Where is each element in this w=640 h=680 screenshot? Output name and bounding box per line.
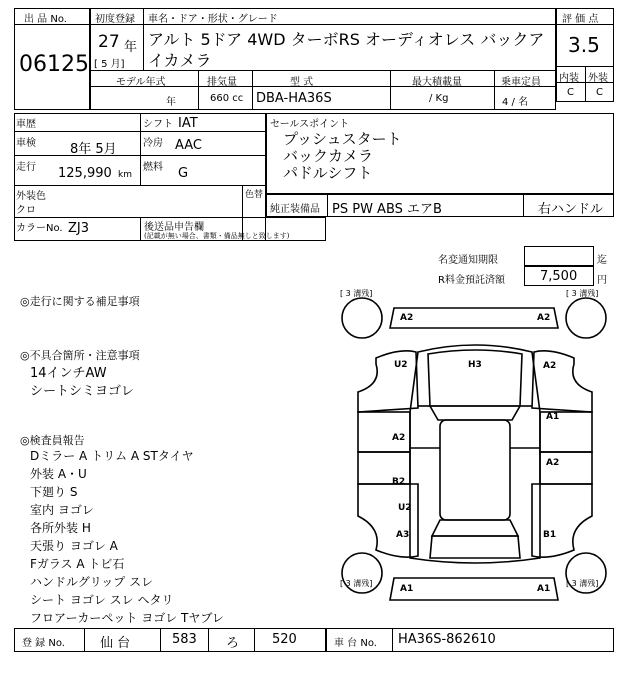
mark-quarter-rear-left: U2 <box>398 503 412 513</box>
type-label: 型 式 <box>290 77 314 88</box>
steering-value: 右ハンドル <box>538 202 604 217</box>
first-registration-label: 初度登録 <box>95 14 135 25</box>
mark-fender-front-left: U2 <box>394 360 408 370</box>
equipment-label: 純正装備品 <box>270 204 320 215</box>
tire-front-left <box>342 298 382 338</box>
score-value: 3.5 <box>568 33 600 57</box>
mark-front-bumper-left: A2 <box>400 313 414 323</box>
registration-area: 仙 台 <box>100 636 131 651</box>
color-change-label: 色替 <box>245 190 264 200</box>
max-load-value: / Kg <box>429 93 449 104</box>
mark-fender-front-right: A2 <box>543 361 557 371</box>
first-registration-year-unit: 年 <box>124 40 138 55</box>
mark-front-bumper-right: A2 <box>537 313 551 323</box>
first-registration-month: [ 5 月] <box>94 59 125 70</box>
left-quarter-outline <box>358 484 418 557</box>
tire-tread-front-left: [ 3 溝残] <box>340 289 373 298</box>
inspection-label: 車検 <box>16 138 36 149</box>
sales-point-1: プッシュスタート <box>283 130 402 148</box>
mark-quarter-rear-right: B1 <box>543 530 557 540</box>
mileage-value: 125,990 <box>58 166 112 181</box>
lot-number-label: 出 品 No. <box>24 14 67 25</box>
defect-item-1: 14インチAW <box>30 366 107 381</box>
registration-class: 583 <box>172 632 197 647</box>
shift-value: IAT <box>178 116 198 131</box>
chassis-number: HA36S-862610 <box>398 632 496 647</box>
mark-rear-bumper-left: A1 <box>400 584 414 594</box>
ac-value: AAC <box>175 138 202 153</box>
tire-tread-rear-left: [ 3 溝残] <box>340 579 373 588</box>
mark-door-rear-right: A2 <box>546 458 560 468</box>
mark-hood: H3 <box>468 360 482 370</box>
inspector-report-title: ◎検査員報告 <box>20 434 85 447</box>
car-name-label: 車名・ドア・形状・グレード <box>148 14 278 25</box>
fuel-value: G <box>178 166 189 181</box>
first-registration-year: 27 <box>98 32 120 52</box>
roof-outline <box>440 420 510 520</box>
car-name-line2: イカメラ <box>148 51 212 70</box>
inspector-item-1: Dミラー A トリム A STタイヤ <box>30 449 194 463</box>
recycle-fee-label: R料金預託済額 <box>438 275 505 286</box>
exterior-color-label: 外装色 <box>16 191 46 202</box>
inspector-item-2: 外装 A・U <box>30 467 87 481</box>
interior-grade: C <box>567 87 574 98</box>
name-change-box <box>524 246 594 266</box>
front-bumper-outline <box>390 308 558 328</box>
capacity-value: 4 / 名 <box>502 97 529 108</box>
mark-door-front-left: A2 <box>392 433 406 443</box>
sales-point-3: パドルシフト <box>283 164 373 182</box>
mileage-unit: km <box>118 170 132 180</box>
driving-notes-title: ◎走行に関する補足事項 <box>20 295 140 308</box>
hood-outline <box>428 350 522 406</box>
exterior-grade: C <box>596 87 603 98</box>
mark-quarter-rear-left-2: A3 <box>396 530 410 540</box>
recycle-fee-value: 7,500 <box>540 269 578 284</box>
inspector-item-5: 各所外装 H <box>30 521 91 535</box>
mark-door-rear-left: B2 <box>392 477 406 487</box>
inspection-value: 8年 5月 <box>70 142 117 157</box>
equipment-value: PS PW ABS エアB <box>332 202 442 217</box>
max-load-label: 最大積載量 <box>412 77 462 88</box>
defects-title: ◎不具合箇所・注意事項 <box>20 349 140 362</box>
exterior-color-value: クロ <box>16 205 36 216</box>
mark-rear-bumper-right: A1 <box>537 584 551 594</box>
right-fender-outline <box>532 351 592 412</box>
defect-item-2: シートシミヨゴレ <box>30 384 135 399</box>
inspector-item-10: フロアーカーペット ヨゴレ Tヤブレ <box>30 611 224 625</box>
right-quarter-outline <box>532 484 592 557</box>
registration-label: 登 録 No. <box>22 638 65 649</box>
right-rear-door-outline <box>540 452 592 484</box>
tire-tread-front-right: [ 3 溝残] <box>566 289 599 298</box>
rear-bumper-outline <box>390 578 558 600</box>
registration-kana: ろ <box>226 636 240 651</box>
left-fender-outline <box>358 351 418 412</box>
car-name-line1: アルト 5ドア 4WD ターボRS オーディオレス バックア <box>148 30 545 49</box>
fuel-label: 燃料 <box>143 162 163 173</box>
tailgate-outline <box>430 536 520 558</box>
displacement-label: 排気量 <box>207 77 237 88</box>
model-type-value: DBA-HA36S <box>256 91 332 106</box>
inspector-item-4: 室内 ヨゴレ <box>30 503 94 517</box>
car-damage-diagram <box>336 288 614 608</box>
aftermarket-note: (記載が無い場合、書類・備品無しと致します) <box>144 232 290 240</box>
score-label: 評 価 点 <box>562 14 599 25</box>
rear-window-outline <box>432 520 518 536</box>
lot-number: 06125 <box>19 52 89 77</box>
exterior-grade-label: 外装 <box>588 73 608 84</box>
capacity-label: 乗車定員 <box>501 77 541 88</box>
mark-door-front-right: A1 <box>546 412 560 422</box>
inspector-item-9: シート ヨゴレ スレ ヘタリ <box>30 593 174 607</box>
model-year-unit: 年 <box>166 97 176 108</box>
inspector-item-8: ハンドルグリップ スレ <box>30 575 154 589</box>
tire-tread-rear-right: [ 3 溝残] <box>566 579 599 588</box>
sales-point-2: バックカメラ <box>283 147 374 165</box>
color-no-value: ZJ3 <box>68 221 90 236</box>
tire-front-right <box>566 298 606 338</box>
model-year-label: モデル年式 <box>116 77 166 88</box>
aftermarket-label: 後送品申告欄 <box>144 222 204 233</box>
windshield-outline <box>430 406 520 420</box>
name-change-label: 名変通知期限 <box>438 255 498 266</box>
left-front-door-outline <box>358 412 410 452</box>
mileage-label: 走行 <box>16 162 36 173</box>
interior-grade-label: 内装 <box>559 73 579 84</box>
recycle-fee-unit: 円 <box>597 275 607 286</box>
inspector-item-7: Fガラス A トビ石 <box>30 557 125 571</box>
registration-number: 520 <box>272 632 297 647</box>
color-no-label: カラーNo. <box>16 223 63 234</box>
name-change-unit: 迄 <box>597 255 607 266</box>
chassis-label: 車 台 No. <box>334 638 377 649</box>
inspector-item-6: 天張り ヨゴレ A <box>30 539 118 553</box>
sales-points-label: セールスポイント <box>270 119 350 130</box>
inspector-item-3: 下廻り S <box>30 485 78 499</box>
shift-label: シフト <box>143 119 173 130</box>
history-label: 車歴 <box>16 119 36 130</box>
displacement-value: 660 cc <box>210 93 244 104</box>
ac-label: 冷房 <box>143 138 163 149</box>
